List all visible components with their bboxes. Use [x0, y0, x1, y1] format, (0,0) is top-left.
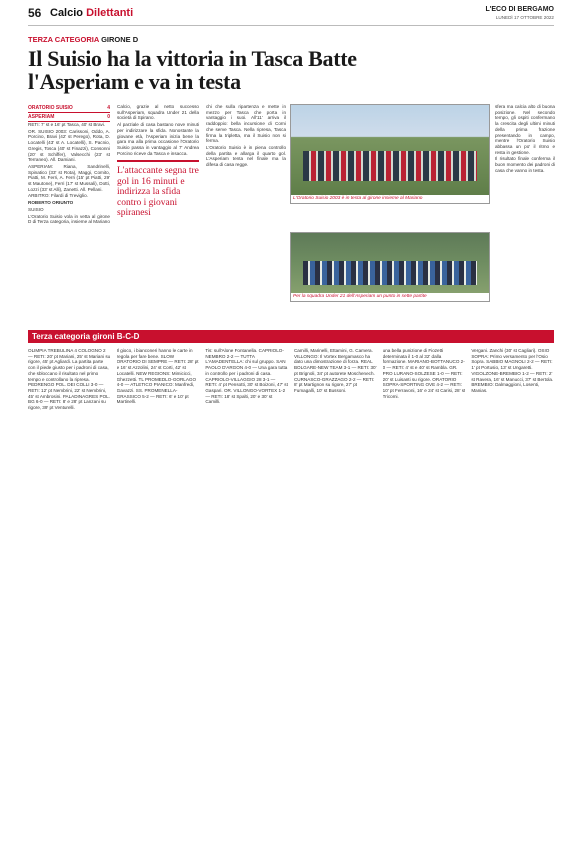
score-row-home: ORATORIO SUISIO 4 — [28, 105, 110, 111]
article-paragraph: Calcio, grazie al netto successo sull'Asperiam, squadra Under 21 della società di Spirano. — [117, 104, 199, 121]
newspaper-name: L'ECO DI BERGAMO — [485, 6, 554, 13]
photo-caption: Per la squadra Under 21 dell'Asperiam un punto in sette partite — [293, 294, 427, 299]
team-photo-image — [291, 233, 489, 293]
section-name: Dilettanti — [86, 7, 134, 19]
score-row-away: ASPERIAM 0 — [28, 114, 110, 120]
kicker-category: TERZA CATEGORIA — [28, 35, 99, 44]
results-column: Il gioco, i bianconeri hanno le carte in regola per fare bene. SLOW ORATORIO DI SEMPRE — RETI: 28' pt e 16' st Azzolini, 24' st Corti, 42' st Locatelli. NEW REGIONS: Mimicicci, Ghezzetti. TL PROMEDLO-GORLAGO 4-0 — ATLETICO PIANICO: Manfredi, Gavazzi. SS. PROMENELLA-GRASSICO 5-2 — RETI: 6' e 10' pt Martinelli. — [116, 348, 199, 405]
article-paragraph: Al parziale di casa bastano nove minuti per indirizzare la sfida. Nonostante la giovane età, l'Asperiam inizia bene la gara ma alla prima occasione l'Oratorio Suisio passa in vantaggio al 7' Andrea Porcino riceve da Tasca e insacca. — [117, 122, 199, 156]
scoreboard — [28, 104, 110, 122]
author-byline: ROBERTO ORIUNTO — [28, 200, 74, 206]
pull-quote: L'attaccante segna tre gol in 16 minuti e indirizza la sfida contro i giovani spiranesi — [117, 160, 199, 223]
article-column-1 — [28, 122, 110, 226]
results-column: Vergani. Zanchi (30' st Cagliari). OSIO SOPRA: Primo versamento per l'Osio Sopra. SABBIO MAGNOLI 2-2 — RETI: 1' pt Portusio, 13' st Ungaretti. VIGOLZONE-BREMBIO 1-2 — RETI: 2' st Ravera, 16' st Manucci, 37' st Bertola. BREMBIO: Dalmaggioni, Losenti, Manias. — [471, 348, 554, 393]
article-column-4 — [495, 104, 555, 174]
results-column: Camilli, Marinelli, Ettamini, G. Camera. VILLONGO: Il Vortex Bergamasco ha dato una dimostrazione di forza. REAL BOLGARE-NEW TEAM 3-1 — RETI: 30' pt Brignoli, 34' pt autorete Moschenech. CURNASCO-GRAZZAGO 2-2 — RETI: 8' pt Martignon su rigore, 27' pt Fumagalli, 10' st Bussoni. — [293, 348, 377, 393]
section-banner: Terza categoria gironi B-C-D — [28, 330, 554, 343]
away-lineup: ASPERIAM: Riana, Sandrinelli, Spinatico (33' st Rota), Maggi, Comito, Piatti, M. Ferri, A. Ferri (15' pt Piatti, 29' st Mautone), Ferri (17' st Mussali), Dotti, Lozzi (33' st Alli), Zanetti. All. Pellani. — [28, 163, 110, 192]
goals-line: RETI: 7' st e 16' pt Tasca, 40' st Bravi. — [28, 122, 106, 127]
results-columns — [28, 348, 554, 843]
article-column-2 — [117, 104, 199, 227]
article-column-3 — [206, 104, 286, 169]
results-column: Tis: sull'Alone Fontanella. CAPRIOLO-NEMBRO 2-2 — TUTTA L'AMADENTELLA: chi sul gruppo. SAN PAOLO D'ARGON 4-0 — Una gara tutta in controllo per i padroni di casa. CAPRIOLO-VILLAGGIO 28 3-1 — RETI: 4' pt Pensotti, 30' st Boizoni, 47' st Gaspari. OR. VILLONGO-VORTEX 1-2 — RETI: 18' st Spalti, 20' e 30' st Camilli. — [205, 348, 288, 405]
section-prefix: Calcio — [50, 7, 84, 19]
article-paragraph: chi che sulla ripartenza e mette in mezzo per Tasca che porta in vantaggio i suoi. All'11' arriva il raddoppio: bella incursione di Corni che serve Tasca. Nella ripresa, Tasca firma la tripletta, ma il Suisio non si ferma. — [206, 104, 286, 144]
article-paragraph: sfera ma calcia alto di buona posizione. Nel secondo tempo, gli ospiti confermano la crescita degli ultimi minuti della prima frazione presentando in campo, mentre l'Oratorio Suisio abbassa un po' il ritmo e resta in gestione. — [495, 104, 555, 155]
article-kicker — [28, 35, 138, 44]
team-photo-image — [291, 105, 489, 195]
article-headline: Il Suisio ha la vittoria in Tasca Batte l'Asperiam e va in testa — [28, 46, 357, 94]
results-column: una bella punizione di Fiozetti determinata il 1-0 al 32' dalla formazione. MARIANO-BOTTANUCO 2-0 — RETI: 4' st e 40' st Rambla. GR. PRO LURANO-SOLZESE 1-0 — RETI: 20' st Luisanti su rigore. ORATORIO SOPRA-SPORTING OVE 4-2 — RETI: 10' pt Ferravoni, 16' e 24' st Carisi, 28' st Tricomi. — [382, 348, 466, 399]
article-lead: L'Oratorio Suisio vola in vetta al girone D di Terza categoria, insieme al Mariano — [28, 213, 110, 225]
dateline: SUISIO — [28, 206, 44, 212]
page-header — [28, 4, 554, 26]
section-title — [50, 7, 133, 19]
results-column: OLIMPIA TREBULINA 4 COLOGNO 2 — RETI: 20' pt Mariani, 25' st Mariani su rigore, 45' pt Agliardi. La partita parte con il piede giusto per i padroni di casa, che sbloccano il risultato nel primo tempo e controllano la ripresa. PEDRENGO POL. DEI COLLI 3-0 — RETI: 12' pt Nembrini, 22' st Nembrini, 45' st Ambrosini. PALADINAGRES POL. BG 6-0 — RETI: 8' e 28' pt Lanzani su rigore, 39' pt Venturelli. — [28, 348, 111, 411]
page-number: 56 — [28, 6, 42, 20]
team-photo-suisio — [290, 104, 490, 204]
kicker-girone: GIRONE D — [101, 35, 139, 44]
article-paragraph: Il risultato finale conferma il buon momento dei padroni di casa che vanno in testa. — [495, 156, 555, 173]
issue-date: LUNEDÌ 17 OTTOBRE 2022 — [495, 15, 554, 20]
team-photo-asperiam — [290, 232, 490, 302]
photo-caption: L'Oratorio Suisio 2003 è in testa al girone insieme al Mariano — [293, 196, 423, 201]
home-lineup: OR. SUISIO 2003: Carissoni, Oddo, A. Porcino, Bravi (42' st Perego), Rota, D. Locatelli (43' st A. Locatelli), S. Pacnio, Gregis, Tosca (40' st Finazzi), Consonni (20' st Schiffer), Valsecchi (23' st Terraneo). All. Damiani. — [28, 128, 110, 163]
article-paragraph: L'Oratorio Suisio è in piena controllo della partita e allarga il quarto gol. L'Asperiam tenta nel finale ma la difesa di casa regge. — [206, 144, 286, 168]
referee-line: ARBITRO: Filardi di Treviglio. — [28, 193, 88, 199]
